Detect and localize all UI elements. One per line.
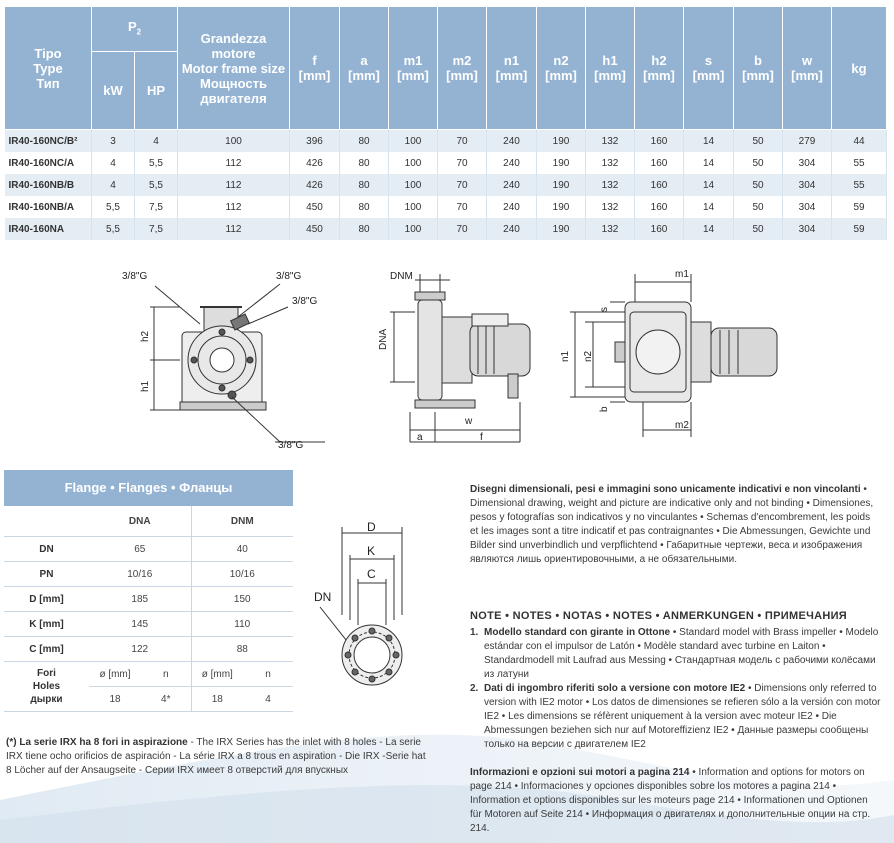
b-label: b (599, 406, 610, 412)
w-label: w (465, 416, 473, 427)
header-h2: h2 [mm] (635, 7, 684, 130)
front-view-drawing (120, 262, 340, 462)
table-cell: 304 (783, 152, 832, 174)
holes-dnm-n: 4 (243, 687, 293, 712)
table-cell: 3 (92, 130, 135, 153)
flange-dnm-value: 10/16 (191, 562, 293, 587)
table-cell: 240 (487, 152, 537, 174)
note-item: 2. Dati di ingombro riferiti solo a versione con motore IE2 • Dimensions only referred to version with IE2 motor • Los datos de dimensiones se refieren sólo a la versión con motor IE2 • Les dimensions se réfèrent uniquement à la version avec moteur IE2 • Die Abmessungen beziehen sich nur auf Motoreffizienz IE2 • Данные размеры сообщены только на версии с двигателем IE2 (470, 683, 881, 750)
flange-dnm-value: 150 (191, 587, 293, 612)
table-cell: 80 (340, 130, 389, 153)
n1-label: n1 (560, 350, 571, 362)
s-label: s (599, 307, 610, 312)
table-cell: 190 (537, 174, 586, 196)
header-p2: $P_2$ (92, 7, 178, 52)
holes-phi-header: ø [mm] (89, 662, 141, 687)
model-cell: IR40-160NB/B (5, 174, 92, 196)
table-cell: 426 (290, 152, 340, 174)
table-cell: 5,5 (135, 174, 178, 196)
m1-label: m1 (675, 269, 689, 280)
flange-D-label: D (367, 520, 376, 534)
flange-row (4, 587, 293, 612)
flange-drawing (310, 515, 430, 705)
table-cell: 50 (734, 130, 783, 153)
table-cell: 4 (92, 174, 135, 196)
flange-dnm-value: 40 (191, 537, 293, 562)
header-kg: kg (832, 7, 887, 130)
flange-dna-value: 185 (89, 587, 191, 612)
model-cell: IR40-160NB/A (5, 196, 92, 218)
flange-dna-value: 122 (89, 637, 191, 662)
g-label-1: 3/8"G (122, 271, 148, 282)
table-row (5, 196, 887, 218)
table-cell: 80 (340, 174, 389, 196)
g-label-4: 3/8"G (278, 440, 304, 451)
table-row (5, 218, 887, 240)
table-cell: 426 (290, 174, 340, 196)
flange-col-dnm: DNM (191, 506, 293, 537)
table-cell: 279 (783, 130, 832, 153)
table-cell: 5,5 (92, 196, 135, 218)
f-label: f (480, 432, 483, 443)
header-h1: h1 [mm] (586, 7, 635, 130)
table-row (5, 174, 887, 196)
holes-dna-phi: 18 (89, 687, 141, 712)
header-n2: n2 [mm] (537, 7, 586, 130)
header-hp: HP (135, 52, 178, 130)
footnote: (*) La serie IRX ha 8 fori in aspirazione - The IRX Series has the inlet with 8 holes - La serie IRX tiene ocho orificios de aspiración - La série IRX a 8 trous en aspiration - Die IRX -Serie hat 8 Löcher auf der Ansaugseite - Серии IRX имеет 8 отверстий для впускных (6, 737, 426, 776)
table-cell: 55 (832, 152, 887, 174)
h2-label: h2 (140, 330, 151, 342)
table-cell: 132 (586, 196, 635, 218)
header-motor-size: Grandezza motore Motor frame size Мощность двигателя (178, 7, 290, 130)
g-label-3: 3/8"G (292, 296, 318, 307)
flange-dna-value: 10/16 (89, 562, 191, 587)
flange-table (4, 506, 293, 712)
header-s: s [mm] (684, 7, 734, 130)
table-cell: 70 (438, 130, 487, 153)
h1-label: h1 (140, 380, 151, 392)
table-cell: 44 (832, 130, 887, 153)
flange-row (4, 562, 293, 587)
table-cell: 304 (783, 218, 832, 240)
table-cell: 50 (734, 152, 783, 174)
table-cell: 190 (537, 152, 586, 174)
table-cell: 70 (438, 218, 487, 240)
table-cell: 396 (290, 130, 340, 153)
flange-col-dna: DNA (89, 506, 191, 537)
table-cell: 7,5 (135, 218, 178, 240)
dna-label: DNA (378, 328, 389, 350)
table-cell: 59 (832, 218, 887, 240)
table-cell: 100 (389, 218, 438, 240)
table-cell: 100 (389, 152, 438, 174)
header-n1: n1 [mm] (487, 7, 537, 130)
table-cell: 5,5 (135, 152, 178, 174)
model-cell: IR40-160NA (5, 218, 92, 240)
table-cell: 112 (178, 218, 290, 240)
holes-n-header: n (141, 662, 191, 687)
table-cell: 14 (684, 130, 734, 153)
table-row (5, 130, 887, 153)
n2-label: n2 (583, 350, 594, 362)
table-cell: 160 (635, 196, 684, 218)
header-w: w [mm] (783, 7, 832, 130)
table-cell: 59 (832, 196, 887, 218)
flange-row (4, 612, 293, 637)
g-label-2: 3/8"G (276, 271, 302, 282)
table-cell: 132 (586, 218, 635, 240)
table-cell: 112 (178, 174, 290, 196)
table-cell: 304 (783, 196, 832, 218)
table-cell: 55 (832, 174, 887, 196)
disclaimer: Disegni dimensionali, pesi e immagini sono unicamente indicativi e non vincolanti • Dimensional drawing, weight and picture are indicative only and not binding • Dimensiones, pesos y fotografías son indicativos y no vinculantes • Schemas d'encombrement, les poids et les images sont a titre indicatif et pas contraignantes • Die Abmessungen, Gewichte und Bilder sind unverbindlich und verpflichtend • Габаритные чертежи, веса и изображения являются лишь ориентировочными, а не обязательными. (470, 484, 874, 565)
table-cell: 70 (438, 174, 487, 196)
table-cell: 5,5 (92, 218, 135, 240)
table-cell: 132 (586, 152, 635, 174)
holes-dnm-phi: 18 (191, 687, 243, 712)
header-kw: kW (92, 52, 135, 130)
dimensions-table (4, 6, 887, 240)
table-cell: 190 (537, 196, 586, 218)
table-cell: 132 (586, 130, 635, 153)
table-cell: 80 (340, 152, 389, 174)
model-cell: IR40-160NC/B² (5, 130, 92, 153)
table-cell: 160 (635, 130, 684, 153)
table-cell: 190 (537, 130, 586, 153)
table-cell: 100 (389, 196, 438, 218)
flange-holes-row (4, 662, 293, 687)
header-a: a [mm] (340, 7, 389, 130)
table-cell: 450 (290, 218, 340, 240)
header-type: Tipo Type Тип (5, 7, 92, 130)
table-cell: 112 (178, 152, 290, 174)
table-cell: 4 (92, 152, 135, 174)
table-cell: 112 (178, 196, 290, 218)
header-f: f [mm] (290, 7, 340, 130)
flange-row-label: C [mm] (4, 637, 89, 662)
table-cell: 4 (135, 130, 178, 153)
table-cell: 14 (684, 196, 734, 218)
table-cell: 80 (340, 218, 389, 240)
table-cell: 160 (635, 218, 684, 240)
header-b: b [mm] (734, 7, 783, 130)
model-cell: IR40-160NC/A (5, 152, 92, 174)
flange-row-label: DN (4, 537, 89, 562)
note-item: 1. Modello standard con girante in Ottone • Standard model with Brass impeller • Modelo estándar con el impulsor de Latón • Modèle standard avec turbine en Laiton • Standardmodell mit Laufrad aus Messing • Стандартная модель с рабочими колёсами из латуни (470, 627, 879, 680)
table-row (5, 152, 887, 174)
flange-row-label: K [mm] (4, 612, 89, 637)
notes-heading: NOTE • NOTES • NOTAS • NOTES • ANMERKUNGEN • ПРИМЕЧАНИЯ (470, 610, 848, 622)
top-view-drawing (555, 262, 795, 442)
table-cell: 14 (684, 218, 734, 240)
table-cell: 7,5 (135, 196, 178, 218)
holes-n-header: n (243, 662, 293, 687)
table-cell: 190 (537, 218, 586, 240)
table-cell: 240 (487, 218, 537, 240)
flange-K-label: K (367, 544, 376, 558)
flange-row-label: PN (4, 562, 89, 587)
m2-label: m2 (675, 420, 689, 431)
table-cell: 240 (487, 174, 537, 196)
table-cell: 50 (734, 218, 783, 240)
header-m2: m2 [mm] (438, 7, 487, 130)
flange-row (4, 637, 293, 662)
flange-dnm-value: 110 (191, 612, 293, 637)
table-cell: 70 (438, 152, 487, 174)
table-cell: 450 (290, 196, 340, 218)
flange-C-label: C (367, 567, 376, 581)
header-m1: m1 [mm] (389, 7, 438, 130)
holes-label: Fori Holes дырки (4, 662, 89, 712)
table-cell: 304 (783, 174, 832, 196)
flange-dna-value: 65 (89, 537, 191, 562)
dnm-label: DNM (390, 271, 413, 282)
table-cell: 100 (389, 130, 438, 153)
side-view-drawing (360, 262, 555, 452)
table-cell: 100 (178, 130, 290, 153)
flange-dna-value: 145 (89, 612, 191, 637)
flange-title: Flange • Flanges • Фланцы (4, 470, 293, 506)
table-cell: 50 (734, 196, 783, 218)
flange-DN-label: DN (314, 590, 332, 604)
holes-phi-header: ø [mm] (191, 662, 243, 687)
flange-row-label: D [mm] (4, 587, 89, 612)
table-cell: 160 (635, 174, 684, 196)
table-cell: 80 (340, 196, 389, 218)
table-cell: 50 (734, 174, 783, 196)
motor-info: Informazioni e opzioni sui motori a pagina 214 • Information and options for motors on page 214 • Informaciones y opciones disponibles sobre los motores a pagina 214 • Information et options disponibles sur les moteurs page 214 • Informationen und Optionen für Motoren auf Seite 214 • Информация о двигателях и дополнительные опции на стр. 214. (470, 767, 871, 834)
table-cell: 132 (586, 174, 635, 196)
table-cell: 240 (487, 130, 537, 153)
holes-dna-n: 4* (141, 687, 191, 712)
flange-section (4, 470, 293, 712)
table-cell: 14 (684, 152, 734, 174)
table-cell: 160 (635, 152, 684, 174)
table-cell: 14 (684, 174, 734, 196)
flange-row (4, 537, 293, 562)
a-label: a (417, 432, 423, 443)
flange-dnm-value: 88 (191, 637, 293, 662)
notes-list (470, 626, 882, 752)
table-cell: 240 (487, 196, 537, 218)
table-cell: 100 (389, 174, 438, 196)
table-cell: 70 (438, 196, 487, 218)
